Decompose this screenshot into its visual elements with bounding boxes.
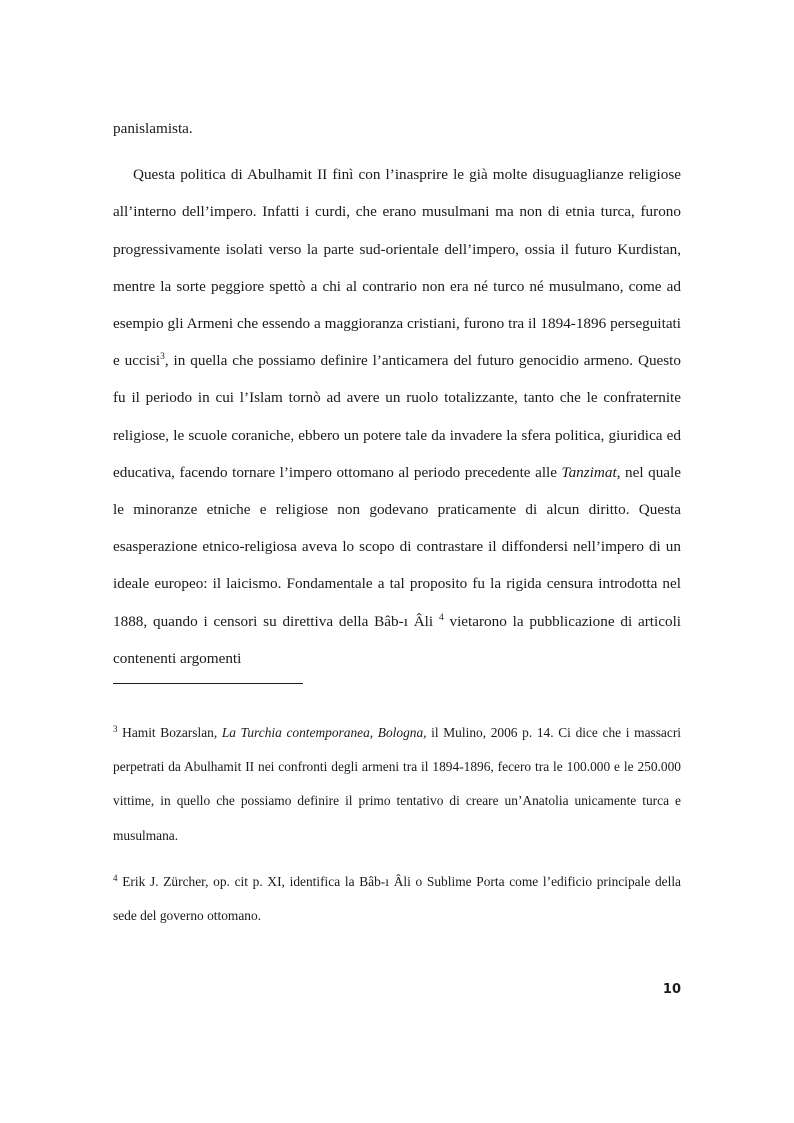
page-number: 10	[662, 982, 681, 997]
book-title: La Turchia contemporanea, Bologna,	[221, 725, 427, 740]
main-paragraph: Questa politica di Abulhamit II finì con l’inasprire le già molte disuguaglianze religiose all’interno dell’impero. Infatti i curdi, che erano musulmani ma non di etnia turca, furono progressivamente isolati verso la parte sud-orientale dell’impero, ossia il futuro Kurdistan, mentre la sorte peggiore spettò a chi al contrario non era né turco né musulmano, come ad esempio gli Armeni che essendo a maggioranza cristiani, furono tra il 1894-1896 perseguitati e uccisi$^3$, in quella che possiamo definire l’anticamera del futuro genocidio armeno. Questo fu il periodo in cui l’Islam tornò ad avere un ruolo totalizzante, tanto che le confraternite religiose, le scuole coraniche, ebbero un potere tale da invadere la sfera politica, giuridica ed educativa, facendo tornare l’impero ottomano al periodo precedente alle Tanzimat, nel quale le minoranze etniche e religiose non godevano praticamente di alcun diritto. Questa esasperazione etnico-religiosa aveva lo scopo di contrastare il diffondersi nell’impero di un ideale europeo: il laicismo. Fondamentale a tal proposito fu la rigida censura introdotta nel 1888, quando i censori su direttiva della Bâb-ı Âli $^4$ vietarono la pubblicazione di articoli contenenti argomenti	[113, 166, 682, 667]
footnote-mark: 4	[113, 872, 118, 883]
footnote-4: $^4$ Erik J. Zürcher, op. cit p. XI, identifica la Bâb-ı Âli o Sublime Porta come l’edificio principale della sede del governo ottomano.	[113, 872, 681, 924]
paragraph-continuation: panislamista.	[113, 120, 193, 137]
footnote-separator	[113, 683, 303, 684]
footnotes	[113, 716, 681, 933]
body-text	[113, 110, 681, 677]
term-tanzimat: Tanzimat	[561, 463, 617, 481]
footnote-ref-3[interactable]: 3	[160, 352, 165, 363]
footnote-3: $^3$ Hamit Bozarslan, La Turchia contemporanea, Bologna, il Mulino, 2006 p. 14. Ci dice che i massacri perpetrati da Abulhamit II nei confronti degli armeni tra il 1894-1896, fecero tra le 100.000 e le 250.000 vittime, in quello che possiamo definire il primo tentativo di creare un’Anatolia unicamente turca e musulmana.	[113, 724, 681, 843]
footnote-mark: 3	[113, 724, 118, 734]
footnote-ref-4[interactable]: 4	[438, 612, 444, 623]
